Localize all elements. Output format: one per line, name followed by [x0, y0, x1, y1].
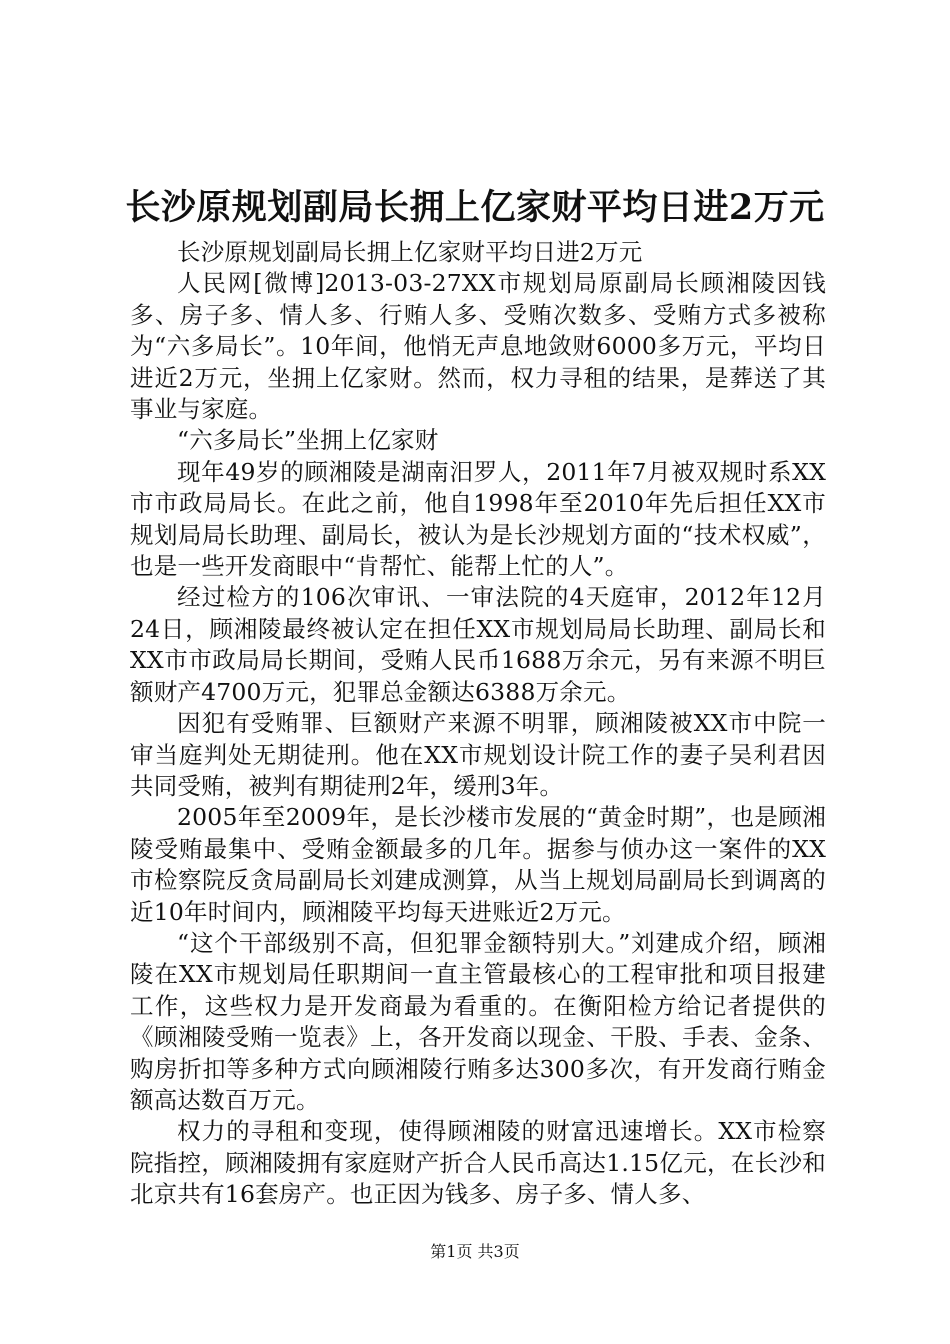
page-footer: 第1页 共3页: [430, 1242, 520, 1261]
paragraph: 现年49岁的顾湘陵是湖南汨罗人，2011年7月被双规时系XX市市政局局长。在此之前，他自1998年至2010年先后担任XX市规划局局长助理、副局长，被认为是长沙规划方面的“技术权威”，也是一些开发商眼中“肯帮忙、能帮上忙的人”。: [130, 457, 826, 581]
paragraph: 经过检方的106次审讯、一审法院的4天庭审，2012年12月24日，顾湘陵最终被认定在担任XX市规划局局长助理、副局长和XX市市政局局长期间，受贿人民币1688万余元，另有来源不明巨额财产4700万元，犯罪总金额达6388万余元。: [130, 583, 826, 706]
document-body: [130, 237, 826, 1211]
paragraph: 因犯有受贿罪、巨额财产来源不明罪，顾湘陵被XX市中院一审当庭判处无期徒刑。他在XX市规划设计院工作的妻子吴利君因共同受贿，被判有期徒刑2年，缓刑3年。: [130, 709, 826, 800]
section-heading: “六多局长”坐拥上亿家财: [177, 426, 439, 455]
paragraph: 权力的寻租和变现，使得顾湘陵的财富迅速增长。XX市检察院指控，顾湘陵拥有家庭财产折合人民币高达1.15亿元，在长沙和北京共有16套房产。也正因为钱多、房子多、情人多、: [130, 1117, 826, 1209]
paragraph: 2005年至2009年，是长沙楼市发展的“黄金时期”，也是顾湘陵受贿最集中、受贿金额最多的几年。据参与侦办这一案件的XX市检察院反贪局副局长刘建成测算，从当上规划局副局长到调离的近10年时间内，顾湘陵平均每天进账近2万元。: [130, 803, 826, 926]
page-title: 长沙原规划副局长拥上亿家财平均日进2万元: [125, 187, 825, 228]
paragraph-intro: 人民网[微博]2013-03-27XX市规划局原副局长顾湘陵因钱多、房子多、情人多、行贿人多、受贿次数多、受贿方式多被称为“六多局长”。10年间，他悄无声息地敛财6000多万元，平均日进近2万元，坐拥上亿家财。然而，权力寻租的结果，是葬送了其事业与家庭。: [130, 269, 826, 424]
paragraph: “这个干部级别不高，但犯罪金额特别大。”刘建成介绍，顾湘陵在XX市规划局任职期间一直主管最核心的工程审批和项目报建工作，这些权力是开发商最为看重的。在衡阳检方给记者提供的《顾湘陵受贿一览表》上，各开发商以现金、干股、手表、金条、购房折扣等多种方式向顾湘陵行贿多达300多次，有开发商行贿金额高达数百万元。: [130, 928, 826, 1114]
paragraph-subtitle: 长沙原规划副局长拥上亿家财平均日进2万元: [177, 238, 643, 266]
